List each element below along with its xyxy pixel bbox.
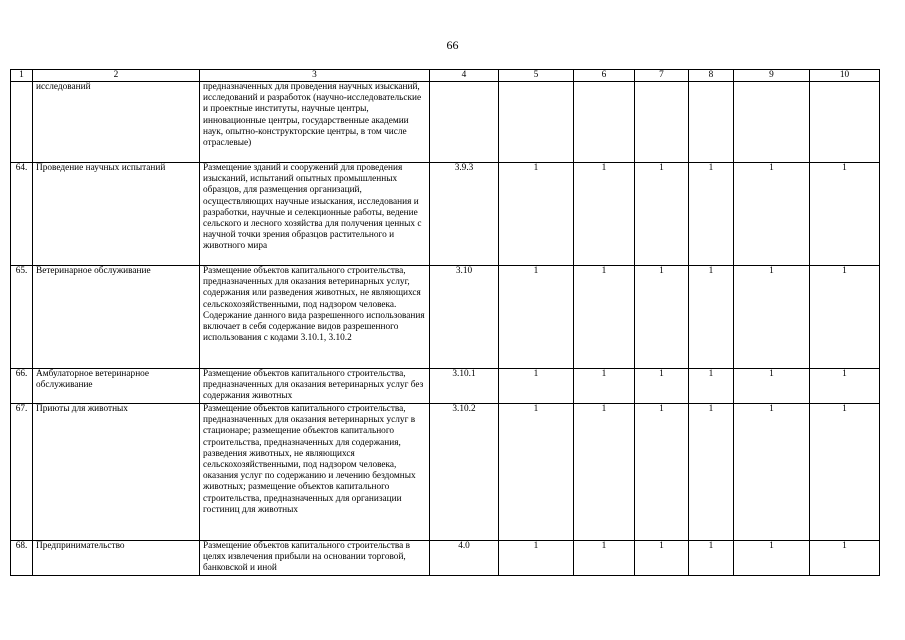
classifier-code: 3.10 [430, 266, 499, 369]
table-cell: 1 [734, 163, 810, 266]
table-cell: 1 [635, 541, 689, 576]
table-cell [734, 82, 810, 163]
classifier-code: 3.10.2 [430, 404, 499, 541]
classifier-code: 3.9.3 [430, 163, 499, 266]
table-row [11, 404, 880, 541]
use-type-description: Размещение объектов капитального строительства в целях извлечения прибыли на основании торговой, банковской и иной [200, 541, 430, 576]
row-number: 64. [11, 163, 33, 266]
table-cell: 1 [499, 369, 574, 404]
page-number: 66 [446, 38, 459, 52]
table-row [11, 163, 880, 266]
column-header: 5 [499, 70, 574, 82]
column-header: 7 [635, 70, 689, 82]
column-header: 9 [734, 70, 810, 82]
use-type-description: Размещение объектов капитального строительства, предназначенных для оказания ветеринарных услуг в стационаре; размещение объектов капитального строительства, предназначенных для содержания, разведения животных, не являющихся сельскохозяйственными, под надзором человека, оказания услуг по содержанию и лечению бездомных животных; размещение объектов капитального строительства, предназначенных для организации гостиниц для животных [200, 404, 430, 541]
table-row [11, 369, 880, 404]
table-cell: 1 [810, 369, 880, 404]
table-cell: 1 [734, 369, 810, 404]
row-number: 66. [11, 369, 33, 404]
table-cell: 1 [574, 541, 635, 576]
classifier-code: 4.0 [430, 541, 499, 576]
table-cell: 1 [734, 404, 810, 541]
table-cell: 1 [635, 163, 689, 266]
table-cell: 1 [574, 266, 635, 369]
use-type-description: Размещение объектов капитального строительства, предназначенных для оказания ветеринарных услуг, содержания или разведения животных, не являющихся сельскохозяйственными, под надзором человека. Содержание данного вида разрешенного использования включает в себя содержание видов разрешенного использования с кодами 3.10.1, 3.10.2 [200, 266, 430, 369]
table-cell [689, 82, 734, 163]
table-cell: 1 [574, 163, 635, 266]
table-row [11, 266, 880, 369]
table-cell: 1 [810, 541, 880, 576]
classifier-code [430, 82, 499, 163]
column-header: 2 [33, 70, 200, 82]
column-header: 1 [11, 70, 33, 82]
table-cell: 1 [734, 266, 810, 369]
table-cell: 1 [499, 266, 574, 369]
table-cell: 1 [574, 369, 635, 404]
table-cell: 1 [689, 404, 734, 541]
row-number [11, 82, 33, 163]
table-cell [635, 82, 689, 163]
use-type-description: Размещение объектов капитального строительства, предназначенных для оказания ветеринарных услуг без содержания животных [200, 369, 430, 404]
table-cell [810, 82, 880, 163]
table-cell: 1 [635, 266, 689, 369]
use-type-name: исследований [33, 82, 200, 163]
use-type-name: Приюты для животных [33, 404, 200, 541]
column-header: 6 [574, 70, 635, 82]
table-cell: 1 [499, 163, 574, 266]
table-cell: 1 [689, 266, 734, 369]
table-cell: 1 [689, 163, 734, 266]
table-header-row [11, 70, 880, 82]
use-type-description: Размещение зданий и сооружений для проведения изысканий, испытаний опытных промышленных образцов, для размещения организаций, осуществляющих научные изыскания, исследования и разработки, научные и селекционные работы, ведение сельского и лесного хозяйства для получения ценных с научной точки зрения образцов растительного и животного мира [200, 163, 430, 266]
table-cell: 1 [689, 369, 734, 404]
table-cell: 1 [499, 404, 574, 541]
table-cell: 1 [689, 541, 734, 576]
row-number: 65. [11, 266, 33, 369]
table-cell: 1 [810, 404, 880, 541]
use-type-name: Предпринимательство [33, 541, 200, 576]
table-cell: 1 [574, 404, 635, 541]
column-header: 10 [810, 70, 880, 82]
column-header: 4 [430, 70, 499, 82]
use-type-name: Амбулаторное ветеринарное обслуживание [33, 369, 200, 404]
land-use-table [10, 69, 880, 576]
table-row [11, 541, 880, 576]
table-row [11, 82, 880, 163]
table-cell: 1 [810, 163, 880, 266]
table-cell: 1 [734, 541, 810, 576]
table-cell [574, 82, 635, 163]
row-number: 67. [11, 404, 33, 541]
table-cell: 1 [810, 266, 880, 369]
column-header: 8 [689, 70, 734, 82]
row-number: 68. [11, 541, 33, 576]
table-cell: 1 [635, 404, 689, 541]
column-header: 3 [200, 70, 430, 82]
table-cell: 1 [635, 369, 689, 404]
table-cell [499, 82, 574, 163]
use-type-description: предназначенных для проведения научных изысканий, исследований и разработок (научно-исследовательские и проектные институты, научные центры, инновационные центры, государственные академии наук, опытно-конструкторские центры, в том числе отраслевые) [200, 82, 430, 163]
table-cell: 1 [499, 541, 574, 576]
classifier-code: 3.10.1 [430, 369, 499, 404]
use-type-name: Проведение научных испытаний [33, 163, 200, 266]
use-type-name: Ветеринарное обслуживание [33, 266, 200, 369]
